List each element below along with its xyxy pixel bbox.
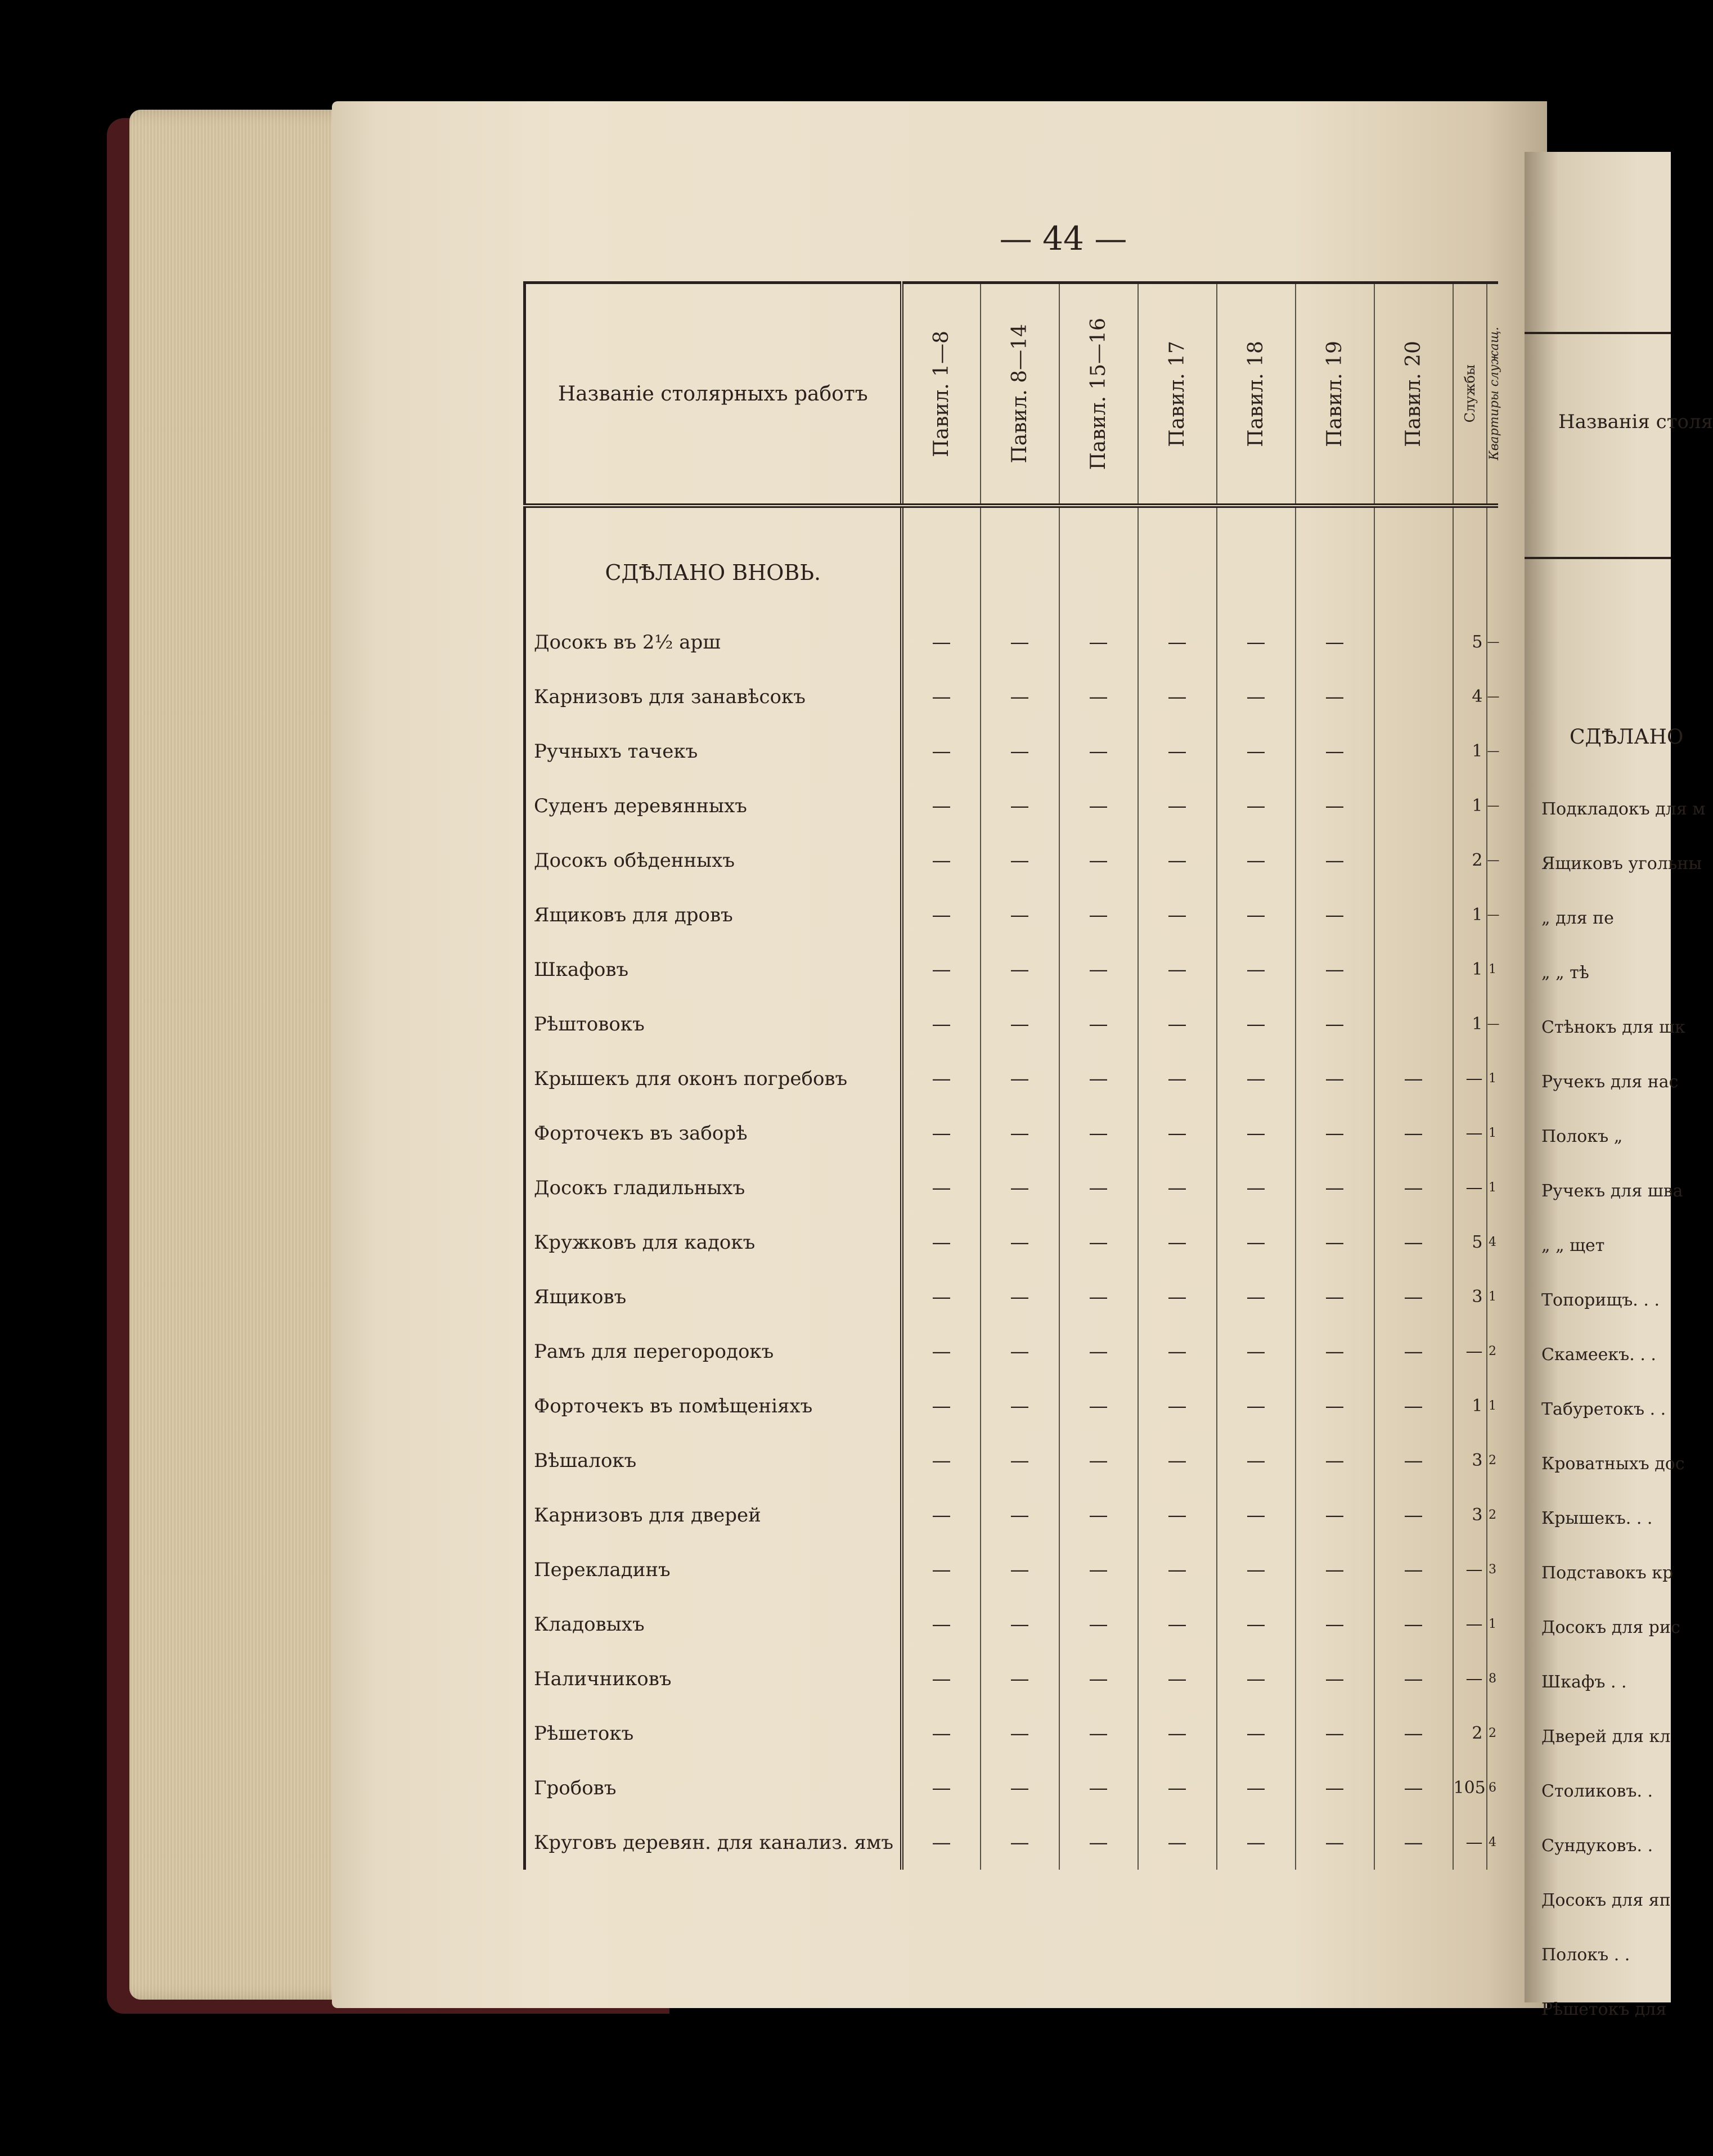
row-value: — bbox=[1374, 1815, 1453, 1870]
row-name: Досокъ обѣденныхъ bbox=[525, 833, 902, 888]
row-value: — bbox=[1453, 1106, 1487, 1160]
row-name: Суденъ деревянныхъ bbox=[525, 778, 902, 833]
table-row bbox=[525, 1488, 1498, 1542]
table-row bbox=[525, 778, 1498, 833]
section-title: СДѢЛАНО ВНОВЬ. bbox=[525, 506, 902, 615]
row-value: 3 bbox=[1453, 1433, 1487, 1488]
table-row bbox=[525, 1597, 1498, 1651]
table-row bbox=[525, 1215, 1498, 1270]
row-value: — bbox=[1296, 778, 1374, 833]
column-header-pavil-17: Павил. 17 bbox=[1138, 283, 1217, 506]
row-value: — bbox=[981, 1324, 1059, 1379]
row-value: 1 bbox=[1453, 942, 1487, 997]
right-page-item: Ящиковъ угольны bbox=[1541, 854, 1702, 874]
row-value: — bbox=[1217, 1815, 1296, 1870]
row-value: 3 bbox=[1489, 1563, 1496, 1577]
right-page-item: Столиковъ. . bbox=[1541, 1781, 1653, 1801]
row-value bbox=[1374, 997, 1453, 1051]
table-row bbox=[525, 1706, 1498, 1761]
row-value: — bbox=[1296, 1651, 1374, 1706]
row-value bbox=[1374, 778, 1453, 833]
table-row bbox=[525, 1160, 1498, 1215]
row-value: — bbox=[1059, 1215, 1138, 1270]
column-header-pavil-19: Павил. 19 bbox=[1296, 283, 1374, 506]
row-value: — bbox=[1296, 942, 1374, 997]
row-value: — bbox=[1059, 1761, 1138, 1815]
table-row bbox=[525, 1051, 1498, 1106]
row-value: — bbox=[1374, 1651, 1453, 1706]
row-name: Ручныхъ тачекъ bbox=[525, 724, 902, 778]
row-value: — bbox=[1138, 942, 1217, 997]
row-value: — bbox=[1487, 853, 1500, 867]
right-page bbox=[1525, 152, 1713, 2019]
right-page-item: Подкладокъ для м bbox=[1541, 799, 1706, 819]
row-value: 2 bbox=[1453, 833, 1487, 888]
row-value: — bbox=[1217, 1706, 1296, 1761]
row-name: Кладовыхъ bbox=[525, 1597, 902, 1651]
row-value: — bbox=[1217, 1761, 1296, 1815]
row-value: — bbox=[1453, 1542, 1487, 1597]
right-page-list bbox=[1541, 782, 1706, 2037]
right-page-item: Топорищъ. . . bbox=[1541, 1290, 1660, 1310]
row-value: — bbox=[1138, 669, 1217, 724]
row-value: 2 bbox=[1489, 1344, 1496, 1358]
row-value: — bbox=[902, 1215, 981, 1270]
row-value: — bbox=[902, 1106, 981, 1160]
row-value: — bbox=[981, 1651, 1059, 1706]
row-value: — bbox=[1374, 1488, 1453, 1542]
row-value: — bbox=[902, 1379, 981, 1433]
row-value bbox=[1374, 669, 1453, 724]
right-page-item: Полокъ . . bbox=[1541, 1945, 1630, 1965]
row-value: — bbox=[1296, 1761, 1374, 1815]
row-name: Крышекъ для оконъ погребовъ bbox=[525, 1051, 902, 1106]
column-header-pavil-15-16: Павил. 15—16 bbox=[1059, 283, 1138, 506]
right-page-item: Шкафъ . . bbox=[1541, 1672, 1627, 1692]
row-name: Карнизовъ для дверей bbox=[525, 1488, 902, 1542]
row-value: — bbox=[1487, 799, 1500, 813]
right-page-header: Названія столя bbox=[1558, 411, 1713, 433]
row-name: Гробовъ bbox=[525, 1761, 902, 1815]
section-row bbox=[525, 506, 1498, 615]
row-value: — bbox=[902, 724, 981, 778]
row-value: — bbox=[1217, 778, 1296, 833]
row-value: — bbox=[981, 1270, 1059, 1324]
row-value: — bbox=[1296, 1706, 1374, 1761]
left-page bbox=[332, 101, 1547, 2008]
row-value: — bbox=[981, 1215, 1059, 1270]
row-value: — bbox=[1374, 1051, 1453, 1106]
row-value: — bbox=[902, 778, 981, 833]
row-value: — bbox=[902, 1051, 981, 1106]
row-value: — bbox=[1059, 1051, 1138, 1106]
row-name: Круговъ деревян. для канализ. ямъ bbox=[525, 1815, 902, 1870]
row-value: 1 bbox=[1489, 1181, 1496, 1195]
row-value: — bbox=[1296, 724, 1374, 778]
row-value: — bbox=[1059, 888, 1138, 942]
row-value: — bbox=[1374, 1706, 1453, 1761]
row-value: 3 bbox=[1453, 1488, 1487, 1542]
row-value: — bbox=[1059, 724, 1138, 778]
row-value: — bbox=[1059, 942, 1138, 997]
row-value: — bbox=[1453, 1160, 1487, 1215]
row-value: — bbox=[1217, 1324, 1296, 1379]
row-value: — bbox=[1217, 1433, 1296, 1488]
row-value: — bbox=[981, 1597, 1059, 1651]
row-value: — bbox=[1138, 1215, 1217, 1270]
table-row bbox=[525, 1324, 1498, 1379]
row-name: Рѣшетокъ bbox=[525, 1706, 902, 1761]
row-value: 1 bbox=[1489, 1290, 1496, 1304]
right-page-item: Крышекъ. . . bbox=[1541, 1509, 1653, 1528]
row-value: — bbox=[1138, 1270, 1217, 1324]
row-value: — bbox=[981, 1051, 1059, 1106]
row-value: — bbox=[902, 1542, 981, 1597]
row-value: — bbox=[1059, 1815, 1138, 1870]
row-value: — bbox=[1217, 615, 1296, 669]
row-value: — bbox=[1374, 1379, 1453, 1433]
row-value: 3 bbox=[1453, 1270, 1487, 1324]
row-value: — bbox=[1217, 1488, 1296, 1542]
row-value: — bbox=[1296, 615, 1374, 669]
column-header-pavil-8-14: Павил. 8—14 bbox=[981, 283, 1059, 506]
row-value: — bbox=[902, 1270, 981, 1324]
column-header-pavil-20: Павил. 20 bbox=[1374, 283, 1453, 506]
row-value: — bbox=[1138, 615, 1217, 669]
row-value: — bbox=[1138, 1106, 1217, 1160]
row-value: — bbox=[981, 778, 1059, 833]
row-value: — bbox=[1217, 724, 1296, 778]
row-value: — bbox=[1374, 1761, 1453, 1815]
row-value: — bbox=[902, 1706, 981, 1761]
row-value: — bbox=[1374, 1215, 1453, 1270]
row-value: — bbox=[1138, 1761, 1217, 1815]
row-value: — bbox=[1217, 1160, 1296, 1215]
row-value: — bbox=[981, 997, 1059, 1051]
row-value: 1 bbox=[1489, 962, 1496, 976]
right-page-item: Досокъ для яп bbox=[1541, 1891, 1671, 1910]
row-value: — bbox=[1487, 635, 1500, 649]
row-value: — bbox=[1374, 1324, 1453, 1379]
table-row bbox=[525, 669, 1498, 724]
row-value: 4 bbox=[1489, 1835, 1496, 1849]
right-page-item: Скамеекъ. . . bbox=[1541, 1345, 1656, 1365]
row-value: — bbox=[1059, 1379, 1138, 1433]
row-value: 1 bbox=[1453, 724, 1487, 778]
row-value: — bbox=[1138, 1815, 1217, 1870]
row-value: — bbox=[1138, 778, 1217, 833]
row-name: Вѣшалокъ bbox=[525, 1433, 902, 1488]
row-value: — bbox=[1296, 888, 1374, 942]
row-value: — bbox=[1059, 1651, 1138, 1706]
right-page-item: Ручекъ для нас bbox=[1541, 1072, 1679, 1092]
row-value: — bbox=[1296, 1215, 1374, 1270]
table-header-row bbox=[525, 283, 1498, 506]
row-value: — bbox=[1059, 1542, 1138, 1597]
row-value: — bbox=[1296, 1051, 1374, 1106]
row-name: Досокъ гладильныхъ bbox=[525, 1160, 902, 1215]
row-value: — bbox=[1296, 1433, 1374, 1488]
row-value: — bbox=[1374, 1542, 1453, 1597]
table-row bbox=[525, 1379, 1498, 1433]
table-row bbox=[525, 1651, 1498, 1706]
row-value: 5 bbox=[1453, 1215, 1487, 1270]
row-name: Форточекъ въ заборѣ bbox=[525, 1106, 902, 1160]
right-page-item: Подставокъ кр bbox=[1541, 1563, 1674, 1583]
row-value: — bbox=[1138, 1542, 1217, 1597]
page-edges bbox=[129, 110, 366, 2000]
row-value: — bbox=[1296, 997, 1374, 1051]
row-value bbox=[1374, 942, 1453, 997]
joinery-table bbox=[523, 281, 1501, 1870]
row-value: — bbox=[1296, 1270, 1374, 1324]
row-value: — bbox=[1138, 1651, 1217, 1706]
row-value: 1 bbox=[1489, 1072, 1496, 1086]
row-value: — bbox=[1059, 778, 1138, 833]
row-value: — bbox=[1296, 1488, 1374, 1542]
row-value: — bbox=[1217, 1651, 1296, 1706]
column-header-staff-quarters: Квартиры служащ. bbox=[1487, 283, 1498, 506]
row-value: — bbox=[902, 1761, 981, 1815]
row-value: — bbox=[1453, 1051, 1487, 1106]
row-value: — bbox=[902, 997, 981, 1051]
row-value: — bbox=[902, 615, 981, 669]
row-value: 1 bbox=[1489, 1126, 1496, 1140]
row-value: 1 bbox=[1453, 997, 1487, 1051]
row-value: — bbox=[981, 1488, 1059, 1542]
right-page-item: Ручекъ для шва bbox=[1541, 1181, 1683, 1201]
right-page-item: Стѣнокъ для шк bbox=[1541, 1018, 1685, 1037]
row-value: — bbox=[1374, 1433, 1453, 1488]
right-page-item: Полокъ „ bbox=[1541, 1127, 1623, 1146]
row-value: 2 bbox=[1489, 1508, 1496, 1522]
row-value: — bbox=[902, 669, 981, 724]
right-page-item: „ для пе bbox=[1541, 908, 1614, 928]
row-value: — bbox=[1296, 1106, 1374, 1160]
row-value: — bbox=[1138, 1160, 1217, 1215]
row-value: — bbox=[1296, 669, 1374, 724]
row-value: — bbox=[1138, 1433, 1217, 1488]
right-page-item: Дверей для кл bbox=[1541, 1727, 1671, 1747]
row-value: — bbox=[1217, 833, 1296, 888]
right-page-item: „ „ тѣ bbox=[1541, 963, 1589, 983]
row-value: — bbox=[981, 669, 1059, 724]
row-value: — bbox=[1487, 744, 1500, 758]
table-row bbox=[525, 615, 1498, 669]
row-value: — bbox=[1217, 1379, 1296, 1433]
table-row bbox=[525, 1815, 1498, 1870]
table-row bbox=[525, 1542, 1498, 1597]
table-row bbox=[525, 1433, 1498, 1488]
row-value: — bbox=[1296, 1597, 1374, 1651]
row-value: 2 bbox=[1489, 1453, 1496, 1468]
row-value: — bbox=[902, 1488, 981, 1542]
row-value: — bbox=[1217, 1542, 1296, 1597]
row-value: 1 bbox=[1453, 1379, 1487, 1433]
row-name: Наличниковъ bbox=[525, 1651, 902, 1706]
row-value bbox=[1374, 888, 1453, 942]
row-value: 1 bbox=[1453, 778, 1487, 833]
row-value bbox=[1374, 615, 1453, 669]
row-value: — bbox=[1374, 1597, 1453, 1651]
row-name: Досокъ въ 2½ арш bbox=[525, 615, 902, 669]
row-value: — bbox=[981, 1542, 1059, 1597]
column-header-pavil-18: Павил. 18 bbox=[1217, 283, 1296, 506]
row-value: — bbox=[1138, 1324, 1217, 1379]
row-value: — bbox=[1138, 888, 1217, 942]
row-value: — bbox=[1217, 669, 1296, 724]
row-value: — bbox=[1374, 1270, 1453, 1324]
row-value: — bbox=[902, 1324, 981, 1379]
row-value: 2 bbox=[1453, 1706, 1487, 1761]
row-value: — bbox=[902, 1433, 981, 1488]
row-value: 1 bbox=[1489, 1617, 1496, 1631]
row-value: — bbox=[1487, 690, 1500, 704]
table-row bbox=[525, 1270, 1498, 1324]
row-value: — bbox=[981, 615, 1059, 669]
row-value: — bbox=[1059, 1706, 1138, 1761]
row-name: Карнизовъ для занавѣсокъ bbox=[525, 669, 902, 724]
column-header-services: Службы bbox=[1453, 283, 1487, 506]
row-value: — bbox=[1059, 1270, 1138, 1324]
right-rule-bottom bbox=[1525, 557, 1671, 559]
row-value: — bbox=[1296, 1160, 1374, 1215]
row-value: 1 bbox=[1453, 888, 1487, 942]
row-value: — bbox=[902, 1651, 981, 1706]
row-name: Шкафовъ bbox=[525, 942, 902, 997]
row-value: — bbox=[1217, 1270, 1296, 1324]
row-value: 4 bbox=[1489, 1235, 1496, 1249]
row-value: — bbox=[981, 942, 1059, 997]
row-value: — bbox=[981, 888, 1059, 942]
row-name: Рѣштовокъ bbox=[525, 997, 902, 1051]
table-row bbox=[525, 997, 1498, 1051]
table-row bbox=[525, 1761, 1498, 1815]
row-name: Кружковъ для кадокъ bbox=[525, 1215, 902, 1270]
row-value: — bbox=[902, 1815, 981, 1870]
row-value: — bbox=[902, 1160, 981, 1215]
row-value: — bbox=[981, 1433, 1059, 1488]
right-page-item: Табуретокъ . . bbox=[1541, 1399, 1666, 1419]
table-row bbox=[525, 1106, 1498, 1160]
row-value: — bbox=[1059, 1597, 1138, 1651]
row-value: — bbox=[1138, 1597, 1217, 1651]
row-value: 105 bbox=[1453, 1761, 1487, 1815]
right-rule-top bbox=[1525, 332, 1671, 334]
row-value: — bbox=[1059, 1160, 1138, 1215]
row-value: — bbox=[1453, 1815, 1487, 1870]
row-value bbox=[1374, 724, 1453, 778]
row-value: — bbox=[1059, 1433, 1138, 1488]
row-value: 8 bbox=[1489, 1672, 1496, 1686]
table-row bbox=[525, 724, 1498, 778]
right-page-item: Кроватныхъ дос bbox=[1541, 1454, 1685, 1474]
row-value: — bbox=[1059, 1324, 1138, 1379]
row-name: Ящиковъ bbox=[525, 1270, 902, 1324]
row-name: Форточекъ въ помѣщеніяхъ bbox=[525, 1379, 902, 1433]
row-value: — bbox=[902, 942, 981, 997]
right-page-item: „ „ щет bbox=[1541, 1236, 1605, 1255]
row-value: — bbox=[981, 833, 1059, 888]
row-value: — bbox=[1453, 1324, 1487, 1379]
row-value: — bbox=[1217, 942, 1296, 997]
row-value: — bbox=[1374, 1160, 1453, 1215]
row-value: 4 bbox=[1453, 669, 1487, 724]
table-row bbox=[525, 942, 1498, 997]
row-value: — bbox=[1374, 1106, 1453, 1160]
row-value: — bbox=[981, 1706, 1059, 1761]
row-value: — bbox=[981, 724, 1059, 778]
table-row bbox=[525, 888, 1498, 942]
row-value: — bbox=[1059, 833, 1138, 888]
row-value: — bbox=[1487, 1017, 1500, 1031]
table-row bbox=[525, 833, 1498, 888]
row-value: — bbox=[1059, 615, 1138, 669]
row-value: 1 bbox=[1489, 1399, 1496, 1413]
row-value: — bbox=[902, 833, 981, 888]
row-value: — bbox=[981, 1106, 1059, 1160]
row-value: — bbox=[1296, 1542, 1374, 1597]
row-value: 6 bbox=[1489, 1781, 1496, 1795]
column-header-pavil-1-8: Павил. 1—8 bbox=[902, 283, 981, 506]
row-value: — bbox=[1059, 1488, 1138, 1542]
page-number: — 44 — bbox=[999, 219, 1127, 258]
row-value: — bbox=[1217, 1106, 1296, 1160]
row-value: — bbox=[981, 1379, 1059, 1433]
row-name: Ящиковъ для дровъ bbox=[525, 888, 902, 942]
row-name: Рамъ для перегородокъ bbox=[525, 1324, 902, 1379]
row-value bbox=[1374, 833, 1453, 888]
row-value: — bbox=[1453, 1597, 1487, 1651]
row-value: — bbox=[1296, 833, 1374, 888]
row-value: — bbox=[1217, 1051, 1296, 1106]
right-page-section-title: СДѢЛАНО bbox=[1570, 726, 1684, 749]
row-value: — bbox=[981, 1761, 1059, 1815]
row-value: — bbox=[981, 1815, 1059, 1870]
row-value: — bbox=[1296, 1815, 1374, 1870]
right-page-item: Рѣшетокъ для bbox=[1541, 2000, 1667, 2019]
right-page-item: Сундуковъ. . bbox=[1541, 1836, 1653, 1856]
row-value: — bbox=[1138, 997, 1217, 1051]
row-value: — bbox=[1138, 1379, 1217, 1433]
row-value: — bbox=[1217, 1597, 1296, 1651]
row-value: — bbox=[1138, 724, 1217, 778]
row-value: — bbox=[902, 888, 981, 942]
row-value: — bbox=[1059, 1106, 1138, 1160]
row-value: — bbox=[1296, 1324, 1374, 1379]
row-name: Перекладинъ bbox=[525, 1542, 902, 1597]
right-page-item: Досокъ для рис bbox=[1541, 1618, 1680, 1637]
row-value: — bbox=[1487, 908, 1500, 922]
row-value: — bbox=[1217, 888, 1296, 942]
row-value: — bbox=[1138, 1706, 1217, 1761]
row-value: — bbox=[981, 1160, 1059, 1215]
row-value: — bbox=[1217, 997, 1296, 1051]
row-value: — bbox=[1138, 1488, 1217, 1542]
row-value: — bbox=[1059, 669, 1138, 724]
row-value: — bbox=[1138, 1051, 1217, 1106]
row-value: 5 bbox=[1453, 615, 1487, 669]
row-value: — bbox=[1217, 1215, 1296, 1270]
row-value: — bbox=[1453, 1651, 1487, 1706]
row-value: — bbox=[1138, 833, 1217, 888]
row-value: 2 bbox=[1489, 1726, 1496, 1740]
row-value: — bbox=[902, 1597, 981, 1651]
row-value: — bbox=[1296, 1379, 1374, 1433]
column-header-name: Названіе столярныхъ работъ bbox=[525, 283, 902, 506]
row-value: — bbox=[1059, 997, 1138, 1051]
